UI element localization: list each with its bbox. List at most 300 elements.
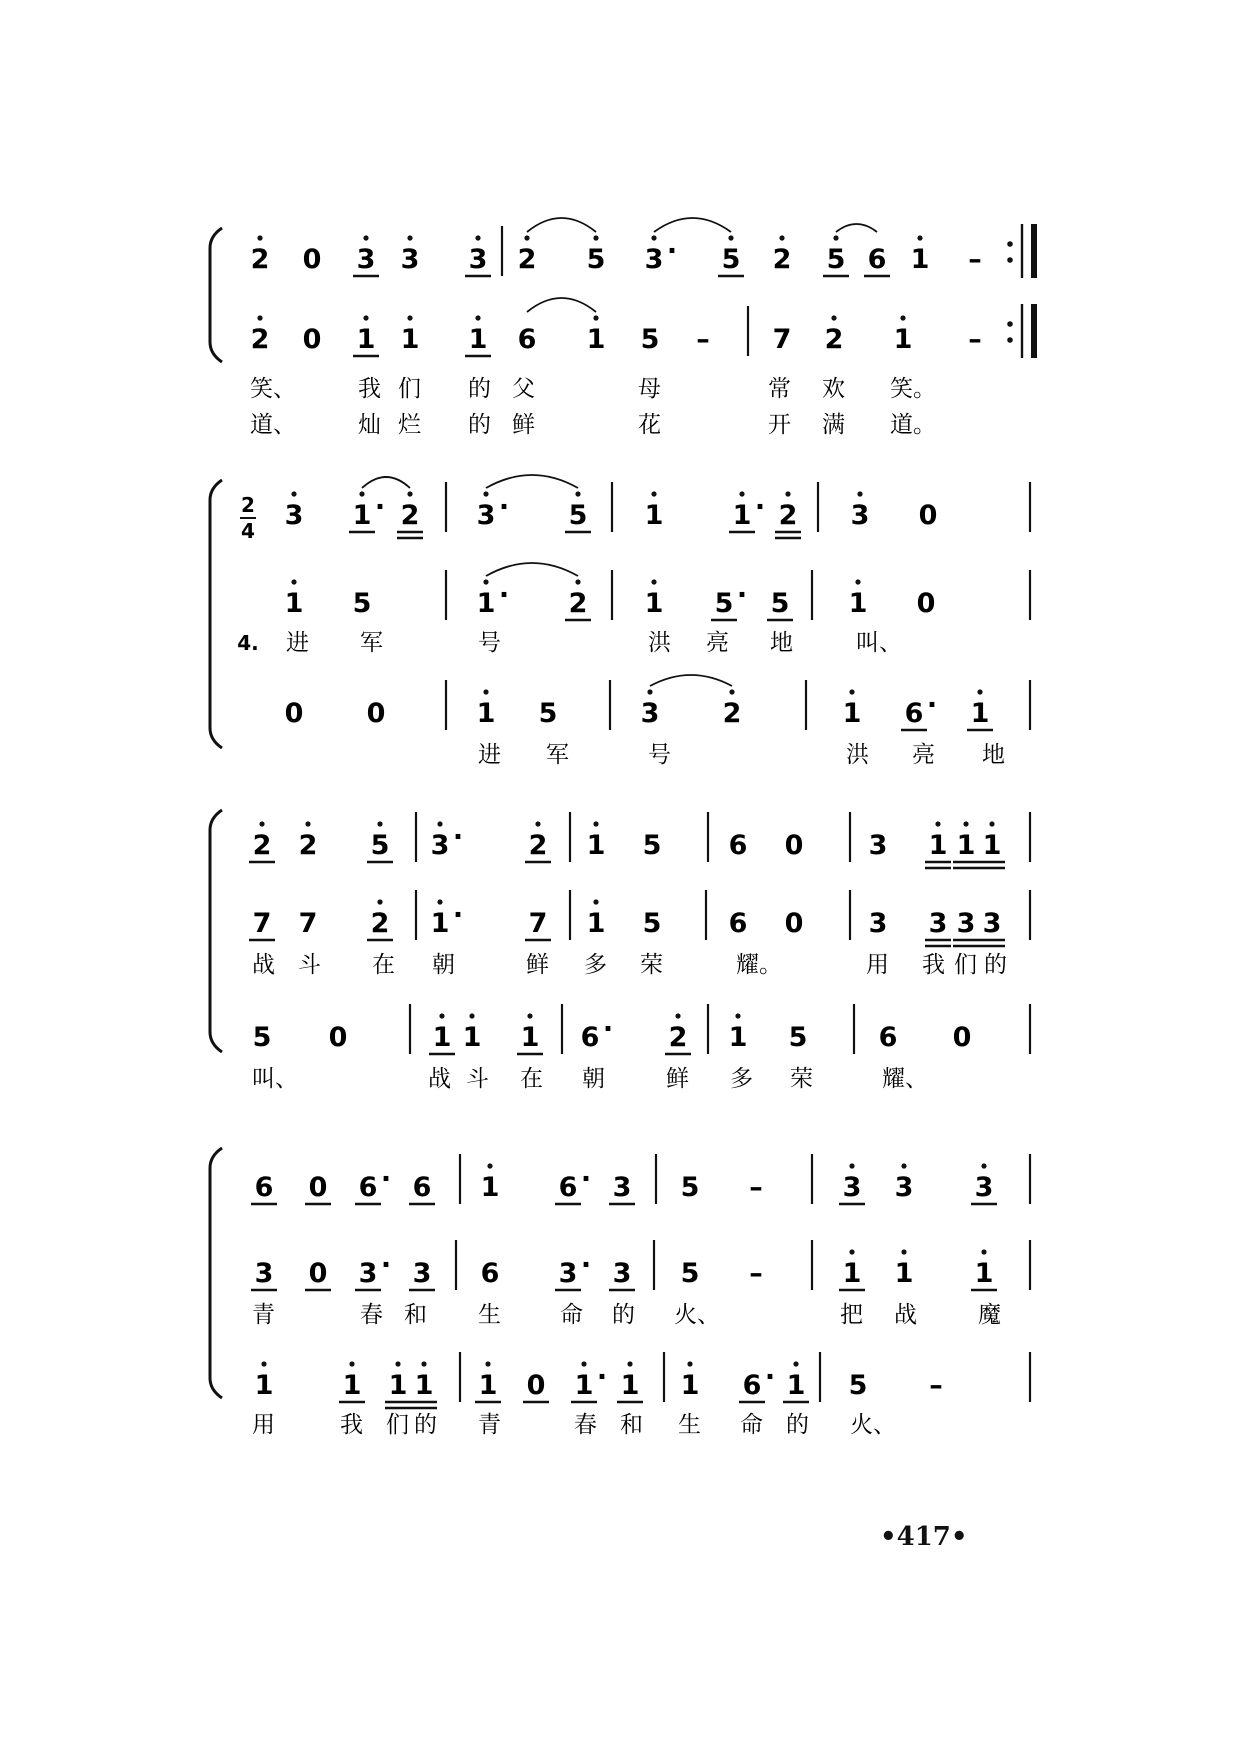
octave-dot-above — [377, 899, 382, 904]
lyric-syllable: 荣 — [640, 952, 663, 978]
augmentation-dot: · — [452, 900, 464, 931]
octave-dot-above — [728, 235, 733, 240]
lyric-syllable: 和 — [620, 1412, 643, 1438]
note: 3 — [412, 1258, 432, 1289]
lyric-syllable: 战 — [252, 952, 275, 978]
octave-dot-above — [469, 1013, 474, 1018]
repeat-dot — [1007, 257, 1013, 263]
note: 5 — [826, 244, 846, 275]
octave-dot-above — [651, 491, 656, 496]
note: 0 — [526, 1370, 546, 1401]
lyric-syllable: 号 — [478, 630, 501, 656]
note: 1 — [842, 698, 862, 729]
lyric-syllable: 青 — [478, 1412, 501, 1438]
octave-dot-above — [901, 1249, 906, 1254]
note: 6 — [412, 1172, 432, 1203]
lyric-syllable: 把 — [840, 1302, 863, 1328]
dash-extension: – — [968, 324, 982, 355]
note: 1 — [414, 1370, 434, 1401]
note: 0 — [784, 908, 804, 939]
octave-dot-above — [483, 689, 488, 694]
augmentation-dot: · — [754, 492, 766, 523]
lyric-syllable: 火、 — [674, 1302, 720, 1328]
lyric-syllable: 荣 — [790, 1066, 813, 1092]
lyric-syllable: 耀、 — [882, 1066, 928, 1092]
lyric-syllable: 春 — [574, 1412, 597, 1438]
lyric-syllable: 花 — [638, 412, 661, 438]
note: 0 — [918, 500, 938, 531]
octave-dot-above — [257, 235, 262, 240]
augmentation-dot: · — [380, 1250, 392, 1281]
lyric-syllable: 命 — [740, 1412, 763, 1438]
lyric-syllable: 多 — [584, 952, 607, 978]
note: 3 — [356, 244, 376, 275]
lyric-syllable: 用 — [252, 1412, 275, 1438]
repeat-dot — [1007, 241, 1013, 247]
note: 1 — [620, 1370, 640, 1401]
octave-dot-above — [475, 235, 480, 240]
octave-dot-above — [483, 579, 488, 584]
octave-dot-above — [675, 1013, 680, 1018]
augmentation-dot: · — [666, 236, 678, 267]
octave-dot-above — [989, 821, 994, 826]
note: 1 — [974, 1258, 994, 1289]
lyric-syllable: 地 — [982, 742, 1005, 768]
octave-dot-above — [359, 491, 364, 496]
lyric-syllable: 们 — [954, 952, 977, 978]
note: 6 — [358, 1172, 378, 1203]
note: 1 — [520, 1022, 540, 1053]
octave-dot-above — [575, 579, 580, 584]
octave-dot-above — [785, 491, 790, 496]
note: 1 — [430, 908, 450, 939]
octave-dot-above — [849, 1249, 854, 1254]
dash-extension: – — [749, 1258, 763, 1289]
octave-dot-above — [437, 899, 442, 904]
note: 3 — [358, 1258, 378, 1289]
note: 1 — [462, 1022, 482, 1053]
octave-dot-above — [421, 1361, 426, 1366]
lyric-syllable: 多 — [730, 1066, 753, 1092]
note: 3 — [956, 908, 976, 939]
lyric-syllable: 灿 — [358, 412, 381, 438]
lyric-syllable: 开 — [768, 412, 791, 438]
note: 3 — [468, 244, 488, 275]
note: 1 — [928, 830, 948, 861]
lyric-syllable: 进 — [478, 742, 501, 768]
note: 5 — [848, 1370, 868, 1401]
verse-number: 4. — [237, 631, 259, 655]
augmentation-dot: · — [580, 1250, 592, 1281]
note: 0 — [302, 244, 322, 275]
octave-dot-above — [407, 315, 412, 320]
lyric-syllable: 斗 — [466, 1066, 489, 1092]
octave-dot-above — [437, 821, 442, 826]
time-signature-denominator: 4 — [241, 519, 255, 543]
note: 1 — [476, 588, 496, 619]
note: 1 — [356, 324, 376, 355]
note: 5 — [788, 1022, 808, 1053]
system-bracket — [210, 1148, 222, 1398]
lyric-syllable: 用 — [866, 952, 889, 978]
note: 3 — [400, 244, 420, 275]
note: 1 — [956, 830, 976, 861]
note: 5 — [680, 1172, 700, 1203]
slur — [836, 224, 877, 232]
note: 1 — [284, 588, 304, 619]
note: 0 — [916, 588, 936, 619]
lyric-syllable: 鲜 — [526, 952, 549, 978]
augmentation-dot: · — [452, 822, 464, 853]
octave-dot-above — [779, 235, 784, 240]
lyric-syllable: 叫、 — [252, 1066, 298, 1092]
octave-dot-above — [261, 1361, 266, 1366]
dash-extension: – — [749, 1172, 763, 1203]
lyric-syllable: 进 — [286, 630, 309, 656]
note: 1 — [586, 908, 606, 939]
lyric-syllable: 洪 — [846, 742, 869, 768]
dash-extension: – — [696, 324, 710, 355]
octave-dot-above — [687, 1361, 692, 1366]
note: 6 — [480, 1258, 500, 1289]
slur — [527, 298, 596, 312]
note: 5 — [721, 244, 741, 275]
lyric-syllable: 号 — [648, 742, 671, 768]
augmentation-dot: · — [498, 492, 510, 523]
augmentation-dot: · — [374, 492, 386, 523]
note: 1 — [400, 324, 420, 355]
octave-dot-above — [535, 821, 540, 826]
dash-extension: – — [968, 244, 982, 275]
octave-dot-above — [739, 491, 744, 496]
octave-dot-above — [729, 689, 734, 694]
system-bracket — [210, 228, 222, 362]
note: 2 — [568, 588, 588, 619]
lyric-syllable: 战 — [894, 1302, 917, 1328]
note: 0 — [284, 698, 304, 729]
lyric-syllable: 父 — [512, 376, 535, 402]
lyric-syllable: 笑。 — [890, 376, 936, 402]
lyric-syllable: 我 — [922, 952, 945, 978]
augmentation-dot: · — [580, 1164, 592, 1195]
lyric-syllable: 生 — [478, 1302, 501, 1328]
note: 2 — [250, 244, 270, 275]
lyric-syllable: 朝 — [582, 1066, 605, 1092]
note: 1 — [970, 698, 990, 729]
note: 3 — [842, 1172, 862, 1203]
lyric-syllable: 我 — [340, 1412, 363, 1438]
note: 5 — [642, 830, 662, 861]
octave-dot-above — [831, 315, 836, 320]
note: 2 — [400, 500, 420, 531]
augmentation-dot: · — [596, 1362, 608, 1393]
note: 7 — [298, 908, 318, 939]
note: 0 — [328, 1022, 348, 1053]
note: 2 — [772, 244, 792, 275]
note: 5 — [640, 324, 660, 355]
lyric-syllable: 满 — [822, 412, 845, 438]
note: 1 — [586, 830, 606, 861]
note: 6 — [742, 1370, 762, 1401]
octave-dot-above — [901, 1163, 906, 1168]
note: 0 — [308, 1258, 328, 1289]
octave-dot-above — [593, 899, 598, 904]
note: 1 — [352, 500, 372, 531]
note: 2 — [668, 1022, 688, 1053]
octave-dot-above — [257, 315, 262, 320]
lyric-syllable: 和 — [404, 1302, 427, 1328]
dash-extension: – — [929, 1370, 943, 1401]
octave-dot-above — [527, 1013, 532, 1018]
note: 2 — [250, 324, 270, 355]
octave-dot-above — [627, 1361, 632, 1366]
octave-dot-above — [305, 821, 310, 826]
lyric-syllable: 的 — [414, 1412, 437, 1438]
lyric-syllable: 母 — [638, 376, 661, 402]
octave-dot-above — [439, 1013, 444, 1018]
lyric-syllable: 洪 — [648, 630, 671, 656]
note: 3 — [612, 1172, 632, 1203]
note: 2 — [298, 830, 318, 861]
lyric-syllable: 火、 — [850, 1412, 896, 1438]
note: 3 — [254, 1258, 274, 1289]
lyric-syllable: 斗 — [298, 952, 321, 978]
octave-dot-above — [855, 579, 860, 584]
note: 0 — [308, 1172, 328, 1203]
slur — [650, 675, 732, 686]
lyric-syllable: 战 — [428, 1066, 451, 1092]
note: 2 — [528, 830, 548, 861]
note: 1 — [342, 1370, 362, 1401]
note: 1 — [254, 1370, 274, 1401]
note: 3 — [850, 500, 870, 531]
note: 1 — [893, 324, 913, 355]
octave-dot-above — [395, 1361, 400, 1366]
note: 5 — [568, 500, 588, 531]
note: 6 — [728, 908, 748, 939]
augmentation-dot: · — [926, 690, 938, 721]
octave-dot-above — [291, 491, 296, 496]
lyric-syllable: 的 — [468, 376, 491, 402]
note: 3 — [868, 830, 888, 861]
note: 2 — [824, 324, 844, 355]
slur — [486, 563, 578, 576]
octave-dot-above — [651, 579, 656, 584]
note: 5 — [252, 1022, 272, 1053]
lyric-syllable: 烂 — [398, 412, 421, 438]
octave-dot-above — [581, 1361, 586, 1366]
lyric-syllable: 道、 — [250, 412, 296, 438]
octave-dot-above — [524, 235, 529, 240]
note: 7 — [252, 908, 272, 939]
note: 0 — [784, 830, 804, 861]
note: 7 — [772, 324, 792, 355]
slur — [527, 218, 596, 232]
note: 1 — [388, 1370, 408, 1401]
octave-dot-above — [793, 1361, 798, 1366]
note: 5 — [370, 830, 390, 861]
lyric-syllable: 道。 — [890, 412, 936, 438]
lyric-syllable: 青 — [252, 1302, 275, 1328]
note: 5 — [538, 698, 558, 729]
lyric-syllable: 笑、 — [250, 376, 296, 402]
octave-dot-above — [575, 491, 580, 496]
lyric-syllable: 生 — [678, 1412, 701, 1438]
note: 3 — [476, 500, 496, 531]
note: 1 — [910, 244, 930, 275]
lyric-syllable: 鲜 — [512, 412, 535, 438]
note: 1 — [894, 1258, 914, 1289]
note: 1 — [786, 1370, 806, 1401]
note: 7 — [528, 908, 548, 939]
lyric-syllable: 命 — [560, 1302, 583, 1328]
octave-dot-above — [363, 315, 368, 320]
note: 3 — [868, 908, 888, 939]
lyric-syllable: 的 — [468, 412, 491, 438]
note: 1 — [586, 324, 606, 355]
octave-dot-above — [377, 821, 382, 826]
octave-dot-above — [647, 689, 652, 694]
lyric-syllable: 朝 — [432, 952, 455, 978]
system-bracket — [210, 480, 222, 748]
note: 0 — [302, 324, 322, 355]
lyric-syllable: 欢 — [822, 376, 845, 402]
note: 0 — [952, 1022, 972, 1053]
note: 3 — [558, 1258, 578, 1289]
lyric-syllable: 鲜 — [666, 1066, 689, 1092]
octave-dot-above — [593, 821, 598, 826]
note: 3 — [430, 830, 450, 861]
augmentation-dot: · — [736, 580, 748, 611]
lyric-syllable: 地 — [770, 630, 793, 656]
lyric-syllable: 的 — [612, 1302, 635, 1328]
note: 5 — [352, 588, 372, 619]
augmentation-dot: · — [498, 580, 510, 611]
octave-dot-above — [485, 1361, 490, 1366]
note: 3 — [982, 908, 1002, 939]
system-bracket — [210, 810, 222, 1052]
octave-dot-above — [651, 235, 656, 240]
note: 2 — [517, 244, 537, 275]
note: 6 — [580, 1022, 600, 1053]
octave-dot-above — [981, 1163, 986, 1168]
lyric-syllable: 常 — [768, 376, 791, 402]
lyric-syllable: 们 — [386, 1412, 409, 1438]
lyric-syllable: 的 — [786, 1412, 809, 1438]
note: 3 — [284, 500, 304, 531]
note: 0 — [366, 698, 386, 729]
note: 6 — [254, 1172, 274, 1203]
octave-dot-above — [977, 689, 982, 694]
note: 3 — [928, 908, 948, 939]
note: 6 — [517, 324, 537, 355]
octave-dot-above — [259, 821, 264, 826]
note: 1 — [732, 500, 752, 531]
octave-dot-above — [593, 315, 598, 320]
octave-dot-above — [475, 315, 480, 320]
note: 2 — [778, 500, 798, 531]
octave-dot-above — [407, 491, 412, 496]
note: 1 — [842, 1258, 862, 1289]
note: 1 — [574, 1370, 594, 1401]
lyric-syllable: 亮 — [912, 742, 935, 768]
note: 1 — [432, 1022, 452, 1053]
note: 6 — [558, 1172, 578, 1203]
slur — [486, 475, 578, 488]
note: 6 — [904, 698, 924, 729]
octave-dot-above — [833, 235, 838, 240]
slur — [362, 477, 410, 488]
augmentation-dot: · — [764, 1362, 776, 1393]
note: 1 — [644, 500, 664, 531]
lyric-syllable: 耀。 — [736, 952, 782, 978]
octave-dot-above — [735, 1013, 740, 1018]
note: 5 — [680, 1258, 700, 1289]
octave-dot-above — [363, 235, 368, 240]
lyric-syllable: 军 — [360, 630, 383, 656]
repeat-dot — [1007, 321, 1013, 327]
note: 5 — [586, 244, 606, 275]
lyric-syllable: 们 — [398, 376, 421, 402]
octave-dot-above — [407, 235, 412, 240]
note: 5 — [714, 588, 734, 619]
octave-dot-above — [935, 821, 940, 826]
note: 1 — [680, 1370, 700, 1401]
note: 1 — [644, 588, 664, 619]
note: 3 — [974, 1172, 994, 1203]
octave-dot-above — [483, 491, 488, 496]
lyric-syllable: 我 — [358, 376, 381, 402]
note: 1 — [848, 588, 868, 619]
repeat-dot — [1007, 337, 1013, 343]
note: 5 — [770, 588, 790, 619]
augmentation-dot: · — [602, 1014, 614, 1045]
lyric-syllable: 军 — [546, 742, 569, 768]
octave-dot-above — [849, 1163, 854, 1168]
octave-dot-above — [593, 235, 598, 240]
lyric-syllable: 叫、 — [856, 630, 902, 656]
note: 1 — [728, 1022, 748, 1053]
slur — [654, 218, 731, 232]
lyric-syllable: 在 — [520, 1066, 543, 1092]
note: 2 — [370, 908, 390, 939]
note: 3 — [612, 1258, 632, 1289]
note: 1 — [476, 698, 496, 729]
lyric-syllable: 亮 — [706, 630, 729, 656]
octave-dot-above — [981, 1249, 986, 1254]
lyric-syllable: 魔 — [978, 1302, 1001, 1328]
time-signature-numerator: 2 — [241, 493, 255, 517]
note: 3 — [644, 244, 664, 275]
octave-dot-above — [349, 1361, 354, 1366]
lyric-syllable: 在 — [372, 952, 395, 978]
octave-dot-above — [963, 821, 968, 826]
octave-dot-above — [849, 689, 854, 694]
augmentation-dot: · — [380, 1164, 392, 1195]
note: 1 — [478, 1370, 498, 1401]
octave-dot-above — [487, 1163, 492, 1168]
lyric-syllable: 的 — [984, 952, 1007, 978]
note: 5 — [642, 908, 662, 939]
note: 6 — [878, 1022, 898, 1053]
lyric-syllable: 春 — [360, 1302, 383, 1328]
octave-dot-above — [857, 491, 862, 496]
note: 1 — [982, 830, 1002, 861]
note: 1 — [468, 324, 488, 355]
octave-dot-above — [291, 579, 296, 584]
note: 6 — [728, 830, 748, 861]
note: 3 — [894, 1172, 914, 1203]
